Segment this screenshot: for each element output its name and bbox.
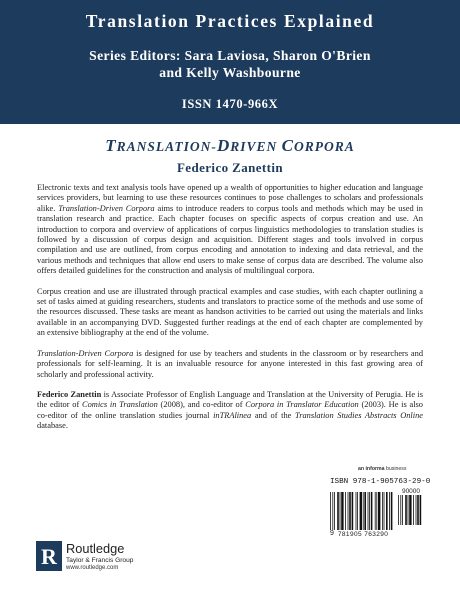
addon-barcode [398,495,424,525]
barcode-bar [371,492,373,530]
barcode-bar [360,492,362,530]
barcode-bar [398,495,399,525]
publisher-name: Routledge [66,541,125,556]
book-author: Federico Zanettin [176,160,284,175]
barcode-bar [345,492,346,530]
ean-barcode [330,492,394,530]
barcode-bar [363,492,364,530]
barcode-bar [375,492,376,530]
barcode-bar [368,492,369,530]
barcode-bar [384,492,385,530]
barcode-bar [400,495,401,525]
barcode-left-digit: 9 [330,530,334,537]
barcode-bar [357,492,358,530]
barcode-addon-number: 90000 [401,488,421,495]
barcode-bar [376,492,377,530]
barcode-bar [413,495,414,525]
editors-line-2: and Kelly Washbourne [159,65,301,80]
routledge-logo-icon [36,541,62,571]
barcode-bar [420,495,422,525]
blurb-paragraph-2: Corpus creation and use are illustrated through practical examples and case studies, with each chapter outlining a set of tasks aimed at guiding researchers, students and translators to practice some of the methods and use some of the resources discussed. These tasks are meant as handson activities to be carried out using the materials and links available in an accompanying DVD. Suggested further readings at the end of each chapter are complemented by an extensive bibliography at the end of the volume. [37,286,423,338]
blurb-text [37,183,423,442]
barcode-bar [389,492,390,530]
issn: ISSN 1470-966X [181,97,279,111]
series-editors [0,47,460,81]
barcode-bar [402,495,403,525]
series-header [0,0,460,124]
barcode-block [330,478,432,538]
informa-business-label: an informa business [358,466,407,472]
barcode-bar [332,492,333,530]
barcode-bar [364,492,366,530]
barcode-bar [340,492,341,530]
isbn-text: ISBN 978-1-905763-29-0 [330,478,431,486]
barcode-bar [382,492,383,530]
barcode-bar [356,492,357,530]
author-bio: Federico Zanettin is Associate Professor of English Language and Translation at the University of Perugia. He is the editor of Comics in Translation (2008), and co-editor of Corpora in Translator Education (2003). He is also co-editor of the online translation studies journal inTRAlinea and of the Translation Studies Abstracts Online database. [37,389,423,431]
barcode-bar [409,495,411,525]
barcode-bar [386,492,388,530]
barcode-bar [405,495,407,525]
series-title: Translation Practices Explained [85,11,375,31]
barcode-bar [348,492,349,530]
barcode-bar [337,492,339,530]
editors-line-1: Series Editors: Sara Laviosa, Sharon O'Brien [89,48,371,63]
blurb-paragraph-1: Electronic texts and text analysis tools have opened up a wealth of opportunities to higher education and language services providers, but learning to use these resources continues to pose challenges to scholars and professionals alike. Translation-Driven Corpora aims to introduce readers to corpus tools and methods which may be used in translation research and practice. Each chapter focuses on specific aspects of corpus creation and use. An introduction to corpora and overview of applications of corpus linguistics methodologies to translation studies is followed by a discussion of corpus design and acquisition. Different stages and tools involved in corpus compilation and use are outlined, from corpus encoding and annotation to indexing and data retrieval, and the various methods and techniques that allow end users to make sense of corpus data are described. The volume also offers detailed guidelines for the construction and analysis of multilingual corpora. [37,183,423,276]
barcode-bar [417,495,419,525]
barcode-digits: 781905 763290 [337,531,389,538]
barcode-bar [391,492,393,530]
book-title: TRANSLATION-DRIVEN CORPORA [105,136,355,155]
barcode-bar [330,492,331,530]
barcode-bar [378,492,380,530]
publisher-group: Taylor & Francis Group [66,557,134,564]
barcode-bar [352,492,354,530]
blurb-paragraph-3: Translation-Driven Corpora is designed for use by teachers and students in the classroom or by researchers and professionals for self-learning. It is an invaluable resource for anyone interested in this fast growing area of scholarly and professional activity. [37,348,424,379]
barcode-bar [416,495,417,525]
publisher-url: www.routledge.com [66,565,119,571]
barcode-bar [369,492,370,530]
barcode-bar [341,492,343,530]
barcode-bar [334,492,335,530]
barcode-bar [349,492,351,530]
svg-text:R: R [41,544,57,569]
barcode-bar [408,495,409,525]
